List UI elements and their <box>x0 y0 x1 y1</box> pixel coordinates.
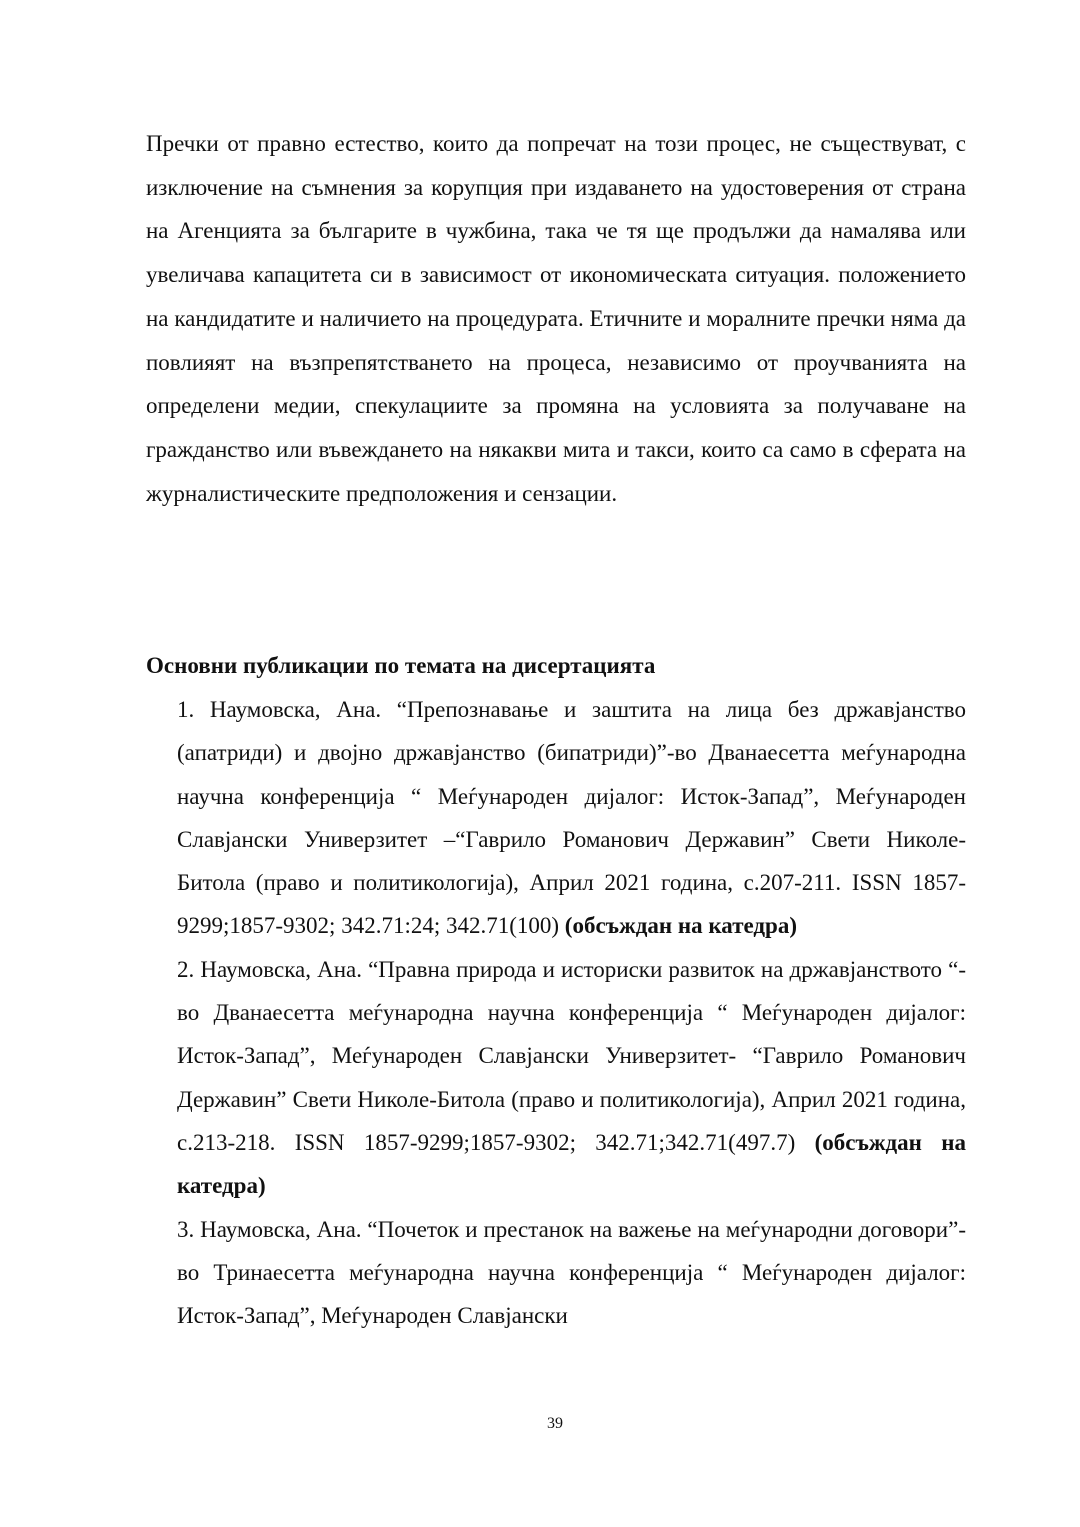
body-paragraph: Пречки от правно естество, които да попречат на този процес, не съществуват, с изключение на съмнения за корупция при издаването на удостоверения от страна на Агенцията за българите в чужбина, така че тя ще продължи да намалява или увеличава капацитета си в зависимост от икономическата ситуация. положението на кандидатите и наличието на процедурата. Етичните и моралните пречки няма да повлияят на възпрепятстването на процеса, независимо от проучванията на определени медии, спекулациите за промяна на условията за получаване на гражданство или въвеждането на някакви мита и такси, които са само в сферата на журналистическите предположения и сензации. <box>146 131 966 506</box>
publication-text: 2. Наумовска, Ана. “Правна природа и историски развиток на државјанството “- во Дванаесетта меѓународна научна конференција “ Меѓународен дијалог: Исток-Запад”, Меѓународен Славјански Универзитет- “Гаврило Романович Державин” Свети Николе-Битола (право и политикологија), Април 2021 година, с.213-218. ISSN 1857-9299;1857-9302; 342.71;342.71(497.7) <box>177 956 966 1155</box>
publication-note: (обсъждан на катедра) <box>177 1129 966 1199</box>
publication-item <box>177 948 966 1208</box>
publications-heading: Основни публикации по темата на дисертацията <box>146 653 656 678</box>
publication-item <box>177 1208 966 1338</box>
page-number: 39 <box>547 1415 563 1432</box>
publication-text: 1. Наумовска, Ана. “Препознавање и заштита на лица без државјанство (апатриди) и двојно државјанство (бипатриди)”-во Дванаесетта меѓународна научна конференција “ Меѓународен дијалог: Исток-Запад”, Меѓународен Славјански Универзитет –“Гаврило Романович Державин” Свети Николе-Битола (право и политикологија), Април 2021 година, с.207-211. ISSN 1857-9299;1857-9302; 342.71:24; 342.71(100) <box>177 697 966 939</box>
publication-text: 3. Наумовска, Ана. “Почеток и престанок на важење на меѓународни договори”- во Тринаесетта меѓународна научна конференција “ Меѓународен дијалог: Исток-Запад”, Меѓународен Славјански <box>177 1216 966 1329</box>
publications-list <box>177 688 966 1337</box>
publication-note: (обсъждан на катедра) <box>564 913 797 939</box>
publication-item <box>177 688 966 948</box>
